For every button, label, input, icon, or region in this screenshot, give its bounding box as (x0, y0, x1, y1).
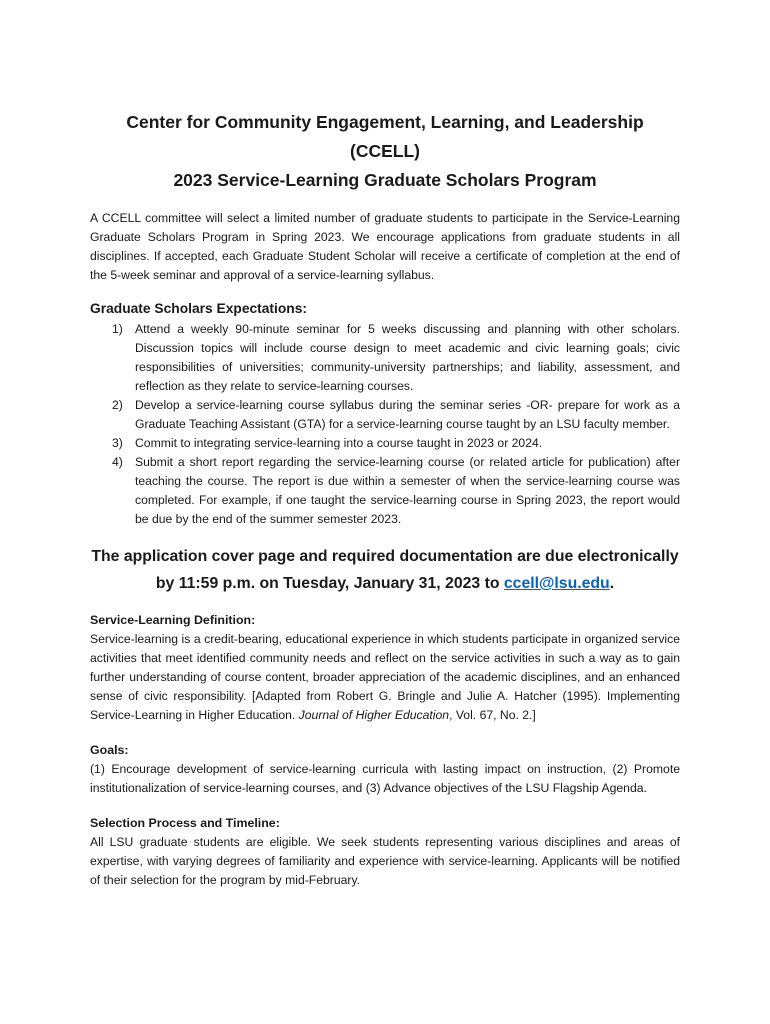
definition-heading: Service-Learning Definition: (90, 613, 256, 627)
intro-paragraph: A CCELL committee will select a limited number of graduate students to participate in the Service-Learning Graduate Scholars Program in Spring 2023. We encourage applications from graduate students in all disciplines. If accepted, each Graduate Student Scholar will receive a certificate of completion at the end of the 5-week seminar and approval of a service-learning syllabus. (90, 211, 680, 282)
list-item (90, 320, 680, 396)
deadline-line-1: The application cover page and required documentation are due electronically (91, 548, 679, 565)
list-item-text: Commit to integrating service-learning into a course taught in 2023 or 2024. (135, 436, 543, 450)
definition-citation-end: , Vol. 67, No. 2.] (449, 708, 536, 722)
goals-heading: Goals: (90, 743, 129, 757)
goals-section (90, 741, 680, 798)
expectations-list (90, 320, 680, 529)
goals-paragraph: (1) Encourage development of service-learning curricula with lasting impact on instruction, (2) Promote institutionalization of service-learning courses, and (3) Advance objectives of the LSU Flagship Agenda. (90, 762, 680, 795)
selection-section (90, 814, 680, 890)
selection-heading: Selection Process and Timeline: (90, 816, 280, 830)
deadline-period: . (609, 575, 615, 592)
document-title (90, 108, 680, 195)
deadline-date-text: by 11:59 p.m. on Tuesday, January 31, 2023 to (155, 575, 504, 592)
list-item-text: Attend a weekly 90-minute seminar for 5 weeks discussing and planning with other scholars. Discussion topics will include course design to meet academic and civic learning goals; civic responsibilities of universities; community-university partnerships; and liability, assessment, and reflection as they relate to service-learning courses. (135, 322, 680, 393)
list-item-text: Develop a service-learning course syllabus during the seminar series -OR- prepare for work as a Graduate Teaching Assistant (GTA) for a service-learning course taught by an LSU faculty member. (135, 398, 680, 431)
email-link[interactable]: ccell@lsu.edu (503, 575, 610, 592)
title-line-1: Center for Community Engagement, Learning, and Leadership (CCELL) (126, 112, 644, 161)
list-item-number: 4) (112, 455, 123, 469)
selection-paragraph: All LSU graduate students are eligible. We seek students representing various disciplines and areas of expertise, with varying degrees of familiarity and experience with service-learning. Applicants will be notified of their selection for the program by mid-February. (90, 835, 680, 887)
definition-paragraph (90, 630, 680, 725)
list-item-number: 2) (112, 398, 123, 412)
journal-title: Journal of Higher Education (298, 708, 450, 722)
list-item-number: 3) (112, 436, 123, 450)
list-item (90, 396, 680, 434)
deadline-notice (90, 543, 680, 597)
definition-text: Service-learning is a credit-bearing, educational experience in which students participate in organized service activities that meet identified community needs and reflect on the service activities in such a way as to gain further understanding of course content, broader appreciation of the academic disciplines, and an enhanced sense of civic responsibility. [Adapted from Robert G. Bringle and Julie A. Hatcher (1995). Implementing Service-Learning in Higher Education. (90, 632, 680, 722)
title-line-2: 2023 Service-Learning Graduate Scholars Program (173, 170, 597, 190)
list-item-number: 1) (112, 322, 123, 336)
list-item-text: Submit a short report regarding the service-learning course (or related article for publication) after teaching the course. The report is due within a semester of when the service-learning course was completed. For example, if one taught the service-learning course in Spring 2023, the report would be due by the end of the summer semester 2023. (135, 455, 680, 526)
definition-section (90, 611, 680, 725)
expectations-heading: Graduate Scholars Expectations: (90, 301, 307, 316)
list-item (90, 453, 680, 529)
list-item (90, 434, 680, 453)
deadline-line-2 (90, 570, 680, 597)
